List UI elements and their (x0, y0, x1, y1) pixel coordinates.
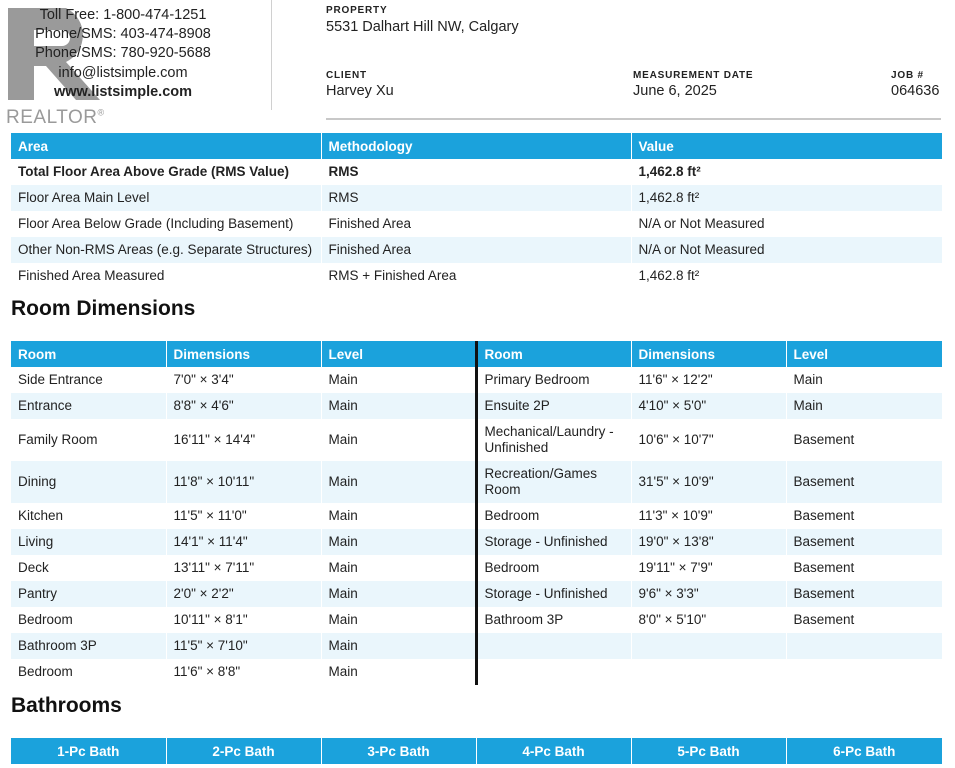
contact-block (18, 6, 228, 102)
bathrooms-title: Bathrooms (11, 694, 122, 717)
property-address: 5531 Dalhart Hill NW, Calgary (326, 19, 519, 35)
dimensions-cell: 13'11" × 7'11" (166, 555, 321, 581)
col-methodology: Methodology (321, 133, 631, 159)
table-row (11, 659, 942, 685)
level-cell: Main (321, 529, 476, 555)
col-area: Area (11, 133, 321, 159)
level-cell: Main (786, 367, 942, 393)
table-row (11, 633, 942, 659)
website-link[interactable]: www.listsimple.com (53, 83, 193, 100)
job-label: JOB # (891, 70, 924, 81)
level-cell: Basement (786, 607, 942, 633)
dimensions-cell: 11'6" × 8'8" (166, 659, 321, 685)
dimensions-cell: 14'1" × 11'4" (166, 529, 321, 555)
client-name: Harvey Xu (326, 83, 394, 99)
level-cell: Main (321, 555, 476, 581)
dimensions-cell (631, 659, 786, 685)
col-2pc-bath: 2-Pc Bath (166, 738, 321, 764)
table-row (11, 237, 942, 263)
methodology-cell: RMS (321, 159, 631, 185)
dimensions-cell: 10'6" × 10'7" (631, 419, 786, 461)
room-cell: Mechanical/Laundry - Unfinished (476, 419, 631, 461)
room-dimensions-table (11, 341, 942, 685)
room-cell (476, 633, 631, 659)
col-room: Room (476, 341, 631, 367)
table-row (11, 503, 942, 529)
dimensions-cell: 2'0" × 2'2" (166, 581, 321, 607)
level-cell: Main (786, 393, 942, 419)
email-link[interactable]: info@listsimple.com (58, 64, 188, 81)
dimensions-cell: 7'0" × 3'4" (166, 367, 321, 393)
room-cell: Side Entrance (18, 372, 103, 387)
dimensions-cell: 19'0" × 13'8" (631, 529, 786, 555)
col-level: Level (786, 341, 942, 367)
value-cell: 1,462.8 ft² (631, 159, 942, 185)
table-row (11, 581, 942, 607)
room-cell: Pantry (11, 581, 166, 607)
col-dimensions: Dimensions (631, 341, 786, 367)
room-cell: Family Room (18, 432, 98, 447)
methodology-cell: RMS (321, 185, 631, 211)
area-table (11, 133, 942, 289)
dimensions-cell: 4'10" × 5'0" (631, 393, 786, 419)
dimensions-cell: 8'0" × 5'10" (631, 607, 786, 633)
room-cell: Kitchen (18, 508, 64, 523)
value-cell: 1,462.8 ft² (631, 185, 942, 211)
measurement-date-label: MEASUREMENT DATE (633, 70, 754, 81)
area-cell: Floor Area Main Level (11, 185, 321, 211)
level-cell: Basement (786, 529, 942, 555)
dimensions-cell: 11'6" × 12'2" (631, 367, 786, 393)
level-cell: Basement (786, 503, 942, 529)
header-divider (271, 0, 272, 110)
room-cell: Deck (18, 560, 49, 575)
dimensions-cell: 11'5" × 7'10" (166, 633, 321, 659)
dimensions-cell: 11'8" × 10'11" (166, 461, 321, 503)
phone-1: Phone/SMS: 403-474-8908 (35, 26, 211, 43)
dimensions-cell: 11'3" × 10'9" (631, 503, 786, 529)
table-row (11, 185, 942, 211)
level-cell: Main (321, 367, 476, 393)
dimensions-cell: 8'8" × 4'6" (166, 393, 321, 419)
header-rule (326, 118, 941, 120)
level-cell: Basement (786, 419, 942, 461)
table-row (11, 367, 942, 393)
table-row (11, 461, 942, 503)
table-row (11, 263, 942, 289)
bathrooms-table (11, 738, 942, 764)
dimensions-cell (631, 633, 786, 659)
level-cell: Basement (786, 461, 942, 503)
area-header-row (11, 133, 942, 159)
table-row (11, 211, 942, 237)
toll-free: Toll Free: 1-800-474-1251 (39, 7, 207, 23)
col-3pc-bath: 3-Pc Bath (321, 738, 476, 764)
methodology-cell: Finished Area (321, 211, 631, 237)
value-cell: N/A or Not Measured (631, 237, 942, 263)
col-value: Value (631, 133, 942, 159)
level-cell: Main (321, 581, 476, 607)
col-4pc-bath: 4-Pc Bath (476, 738, 631, 764)
dimensions-cell: 11'5" × 11'0" (166, 503, 321, 529)
level-cell: Main (321, 419, 476, 461)
level-cell: Main (321, 393, 476, 419)
client-label: CLIENT (326, 70, 367, 81)
level-cell (786, 633, 942, 659)
room-dimensions-title: Room Dimensions (11, 297, 196, 320)
job-value: 064636 (891, 83, 940, 99)
property-label: PROPERTY (326, 5, 388, 16)
col-6pc-bath: 6-Pc Bath (786, 738, 942, 764)
level-cell: Main (321, 633, 476, 659)
room-cell: Entrance (11, 393, 166, 419)
table-row (11, 419, 942, 461)
table-row (11, 529, 942, 555)
room-cell (476, 659, 631, 685)
phone-2: Phone/SMS: 780-920-5688 (35, 45, 211, 62)
level-cell: Basement (786, 555, 942, 581)
room-cell: Bedroom (18, 612, 73, 627)
dimensions-cell: 9'6" × 3'3" (631, 581, 786, 607)
dimensions-cell: 16'11" × 14'4" (166, 419, 321, 461)
room-cell: Living (11, 529, 166, 555)
level-cell: Main (321, 461, 476, 503)
room-cell: Bedroom (18, 664, 73, 679)
col-1pc-bath: 1-Pc Bath (11, 738, 166, 764)
room-cell: Dining (11, 461, 166, 503)
room-cell: Storage - Unfinished (476, 581, 631, 607)
value-cell: N/A or Not Measured (631, 211, 942, 237)
room-cell: Storage - Unfinished (476, 529, 631, 555)
level-cell: Main (321, 503, 476, 529)
dimensions-cell: 31'5" × 10'9" (631, 461, 786, 503)
room-cell: Bathroom 3P (476, 607, 631, 633)
room-cell: Primary Bedroom (476, 367, 631, 393)
table-row (11, 555, 942, 581)
methodology-cell: RMS + Finished Area (321, 263, 631, 289)
col-level: Level (321, 341, 476, 367)
level-cell: Main (321, 607, 476, 633)
col-5pc-bath: 5-Pc Bath (631, 738, 786, 764)
col-dimensions: Dimensions (166, 341, 321, 367)
room-cell: Ensuite 2P (476, 393, 631, 419)
room-cell: Bathroom 3P (11, 633, 166, 659)
area-cell: Total Floor Area Above Grade (RMS Value) (18, 164, 290, 179)
rooms-header-row (11, 341, 942, 367)
bathrooms-header-row (11, 738, 942, 764)
level-cell (786, 659, 942, 685)
realtor-wordmark: REALTOR® (6, 107, 105, 128)
dimensions-cell: 10'11" × 8'1" (166, 607, 321, 633)
room-cell: Bedroom (476, 555, 631, 581)
area-cell: Finished Area Measured (18, 268, 165, 283)
dimensions-cell: 19'11" × 7'9" (631, 555, 786, 581)
table-row (11, 393, 942, 419)
table-row (11, 159, 942, 185)
room-cell: Bedroom (476, 503, 631, 529)
room-cell: Recreation/Games Room (476, 461, 631, 503)
level-cell: Basement (786, 581, 942, 607)
area-cell: Other Non-RMS Areas (e.g. Separate Structures) (11, 237, 321, 263)
methodology-cell: Finished Area (321, 237, 631, 263)
col-room: Room (11, 341, 166, 367)
area-cell: Floor Area Below Grade (Including Basement) (18, 216, 294, 231)
table-row (11, 607, 942, 633)
measurement-date-value: June 6, 2025 (633, 83, 717, 99)
level-cell: Main (321, 659, 476, 685)
value-cell: 1,462.8 ft² (631, 263, 942, 289)
